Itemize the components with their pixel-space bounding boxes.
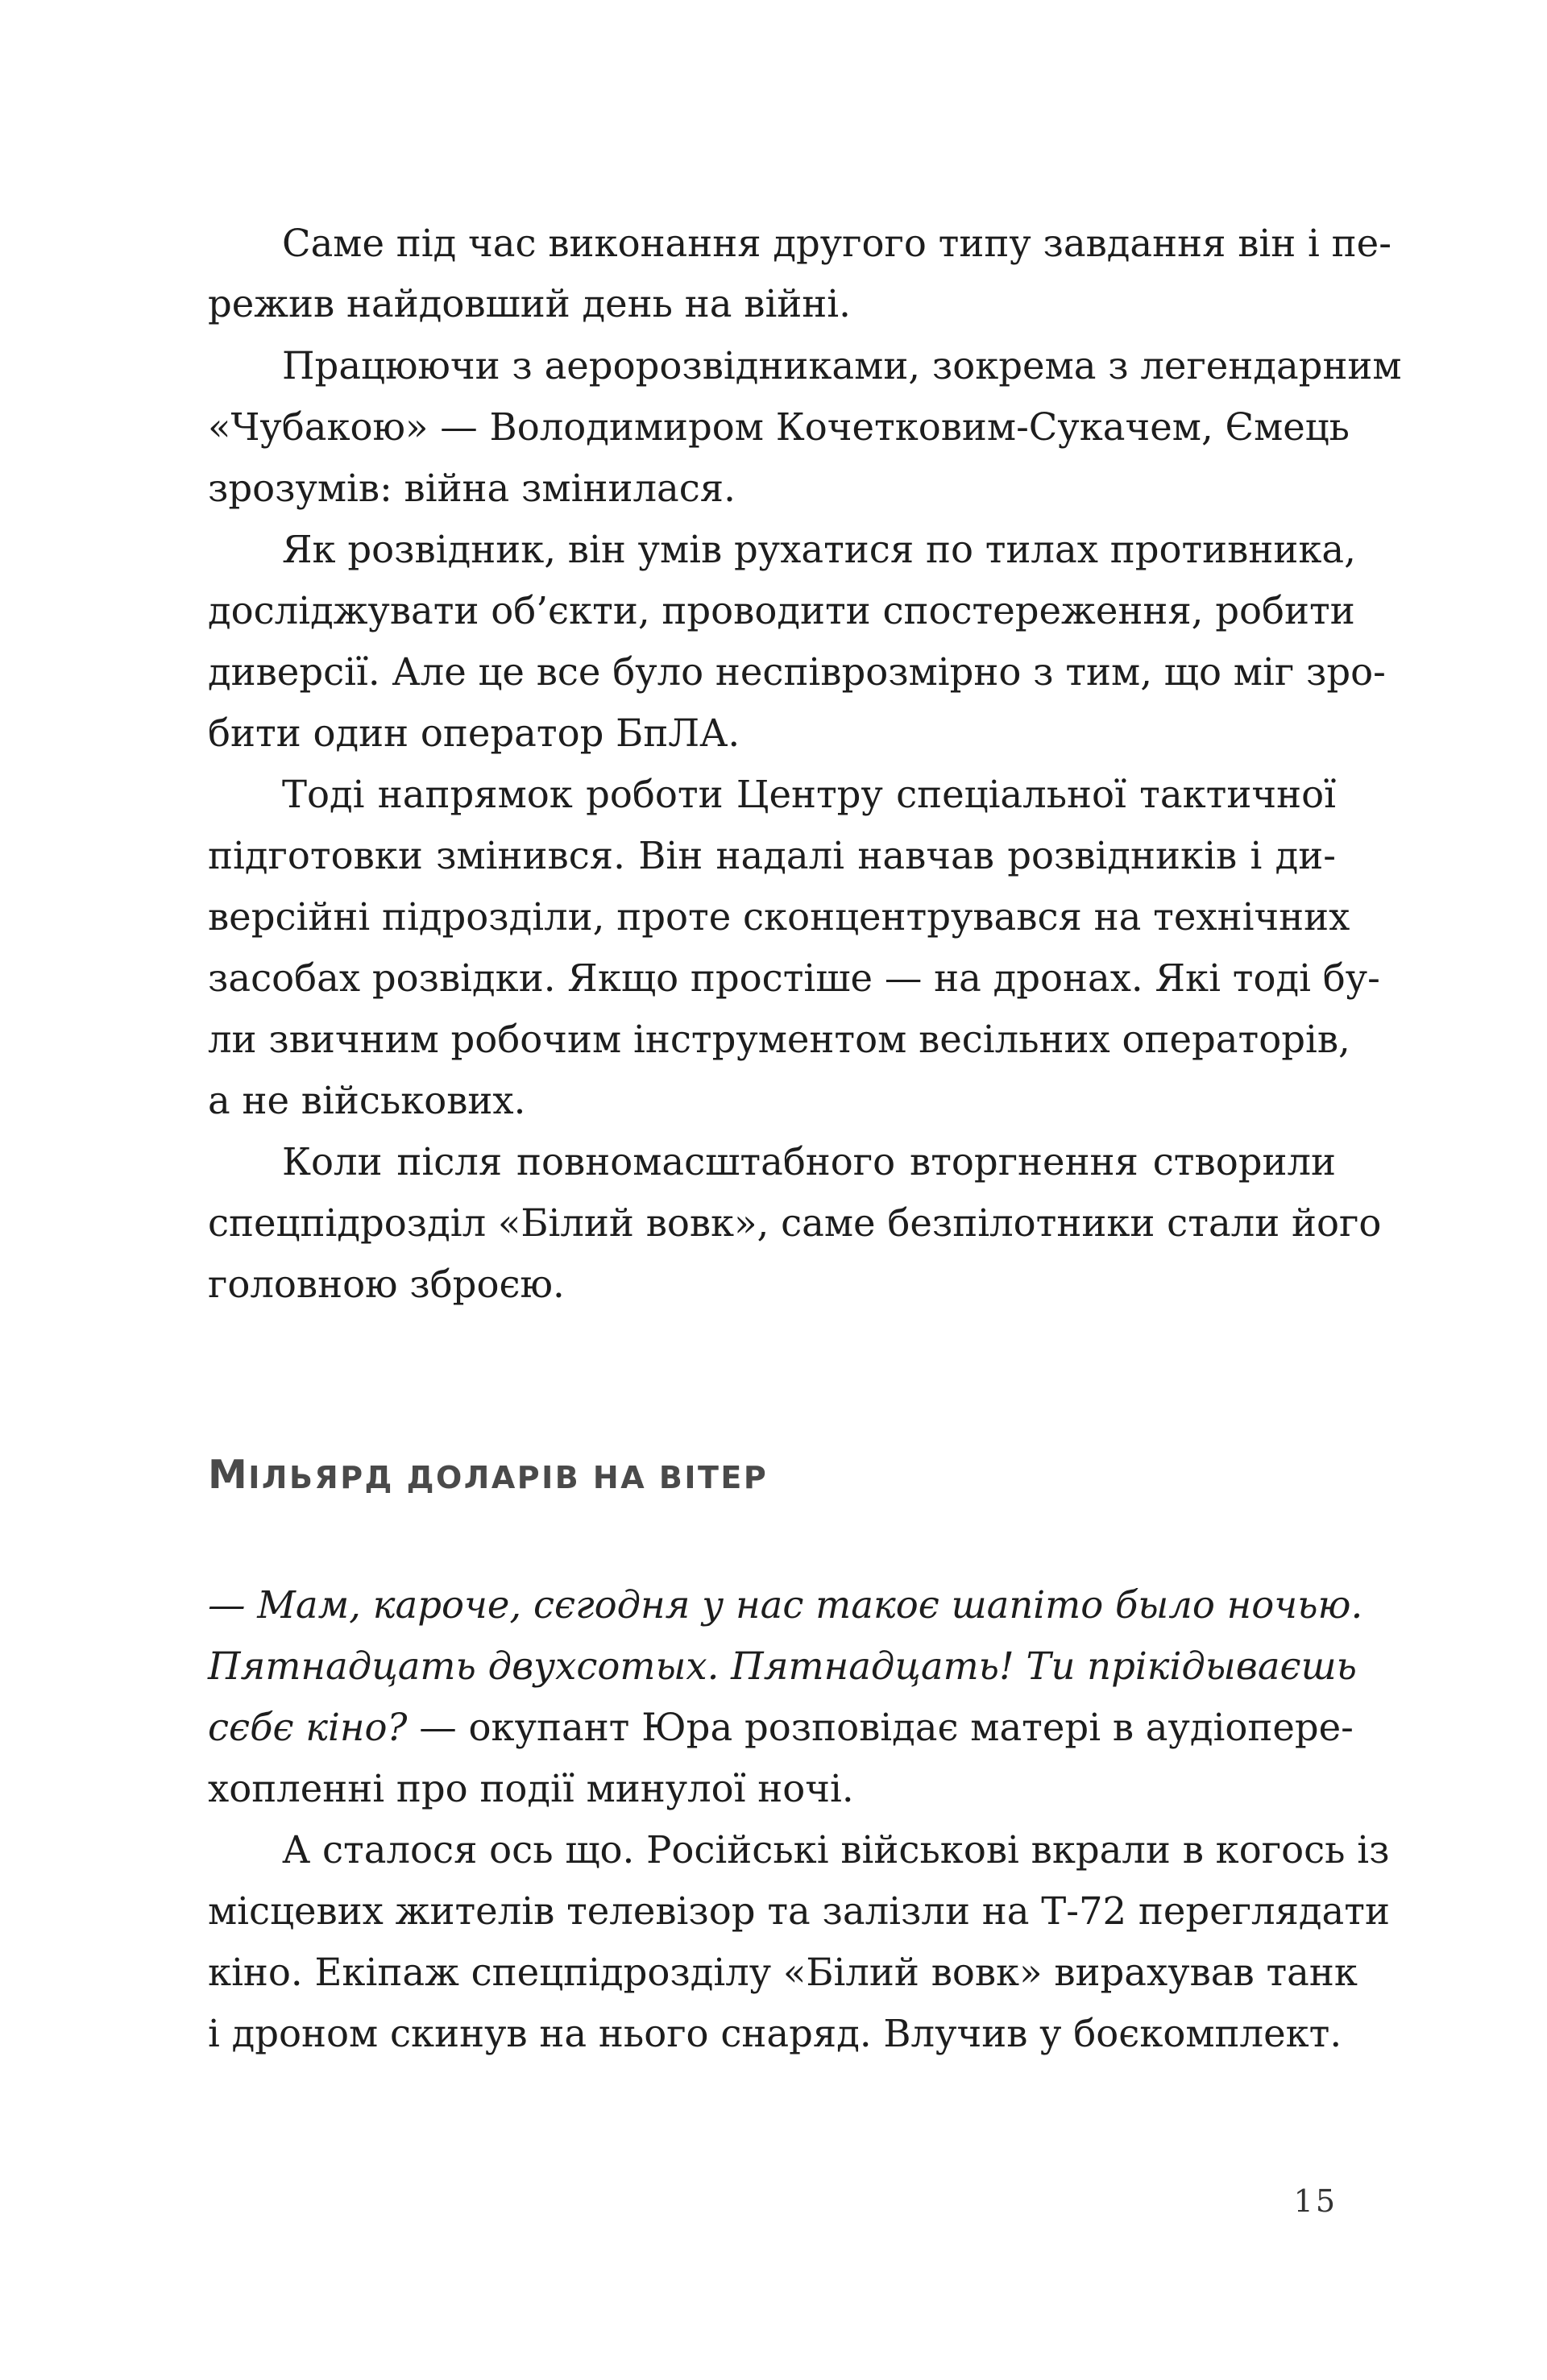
section-heading (208, 1445, 768, 1508)
text-line (208, 1697, 1354, 1758)
heading-rest: ІЛЬЯРД ДОЛАРІВ НА ВІТЕР (248, 1460, 769, 1495)
regular-text: — окупант Юра розповідає матері в аудіопере- (407, 1706, 1354, 1749)
text-line: а не військових. (208, 1079, 526, 1122)
text-line: бити один оператор БпЛА. (208, 711, 740, 755)
heading-initial: М (208, 1452, 249, 1498)
text-line: Коли після повномасштабного вторгнення створили (282, 1140, 1336, 1184)
text-line: Тоді напрямок роботи Центру спеціальної тактичної (282, 773, 1336, 816)
text-line: — Мам, кароче, сєгодня у нас такоє шапіто было ночью. (208, 1583, 1363, 1627)
text-line: спецпідрозділ «Білий вовк», саме безпілотники стали його (208, 1201, 1382, 1245)
text-line: зрозумів: війна змінилася. (208, 466, 736, 510)
text-line: диверсії. Але це все було неспіврозмірно з тим, що міг зро- (208, 650, 1386, 694)
text-line: підготовки змінився. Він надалі навчав розвідників і ди- (208, 834, 1336, 877)
text-line: хопленні про події минулої ночі. (208, 1767, 854, 1810)
text-line: ли звичним робочим інструментом весільних операторів, (208, 1018, 1350, 1061)
text-line: досліджувати об’єкти, проводити спостереження, робити (208, 589, 1355, 632)
page-number: 15 (1293, 2183, 1338, 2219)
text-line: Працюючи з аеророзвідниками, зокрема з легендарним (282, 344, 1402, 388)
text-line: головною зброєю. (208, 1263, 565, 1306)
text-line: А сталося ось що. Російські військові вкрали в когось із (282, 1828, 1390, 1872)
text-line: Пятнадцать двухсотых. Пятнадцать! Ти прікідываєшь (208, 1644, 1357, 1688)
text-line: засобах розвідки. Якщо простіше — на дронах. Які тоді бу- (208, 956, 1380, 1000)
text-line: Як розвідник, він умів рухатися по тилах противника, (282, 528, 1356, 571)
text-line: «Чубакою» — Володимиром Кочетковим-Сукачем, Ємець (208, 405, 1350, 449)
italic-quote: сєбє кіно? (208, 1706, 408, 1749)
text-line: версійні підрозділи, проте сконцентрувався на технічних (208, 895, 1350, 939)
text-line: кіно. Екіпаж спецпідрозділу «Білий вовк» вирахував танк (208, 1951, 1358, 1994)
text-line: режив найдовший день на війні. (208, 282, 851, 325)
text-line: місцевих жителів телевізор та залізли на Т-72 переглядати (208, 1889, 1390, 1933)
text-line: Саме під час виконання другого типу завдання він і пе- (282, 222, 1391, 265)
text-line: і дроном скинув на нього снаряд. Влучив у боєкомплект. (208, 2012, 1342, 2055)
